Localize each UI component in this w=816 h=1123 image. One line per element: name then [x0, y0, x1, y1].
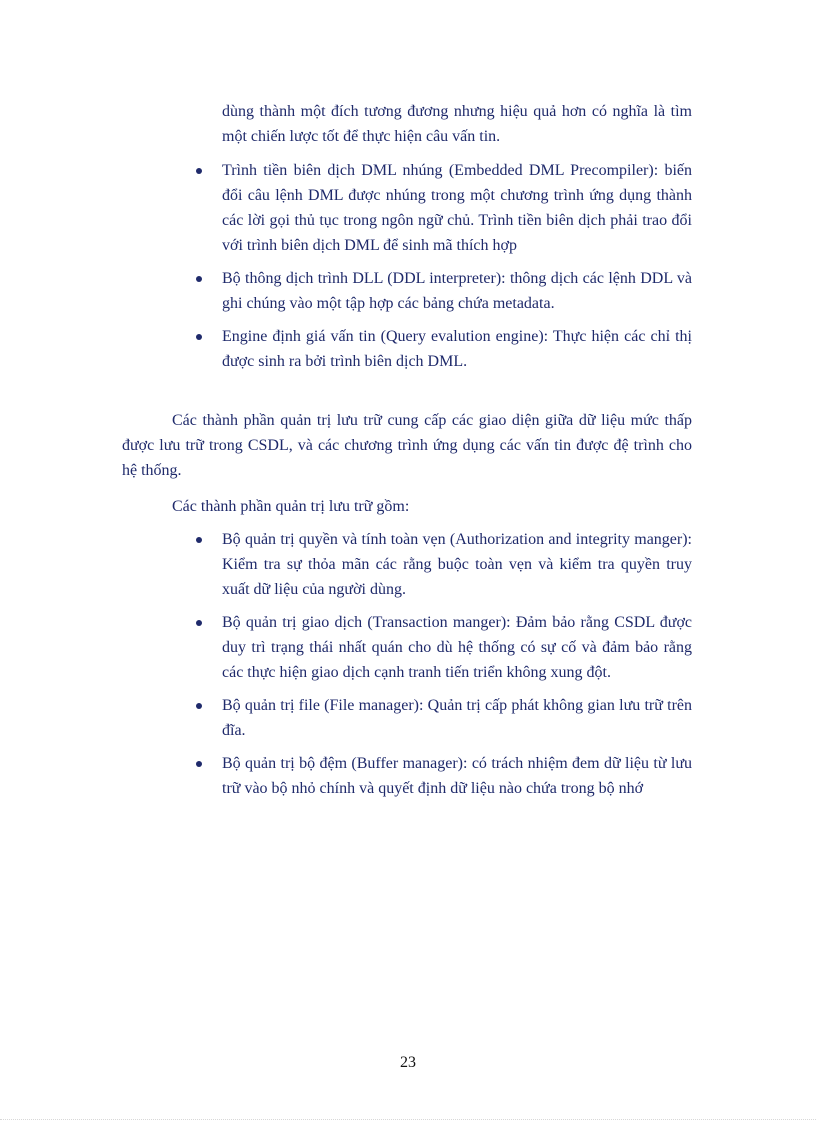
list-item-text: Bộ quản trị bộ đệm (Buffer manager): có trách nhiệm đem dữ liệu từ lưu trữ vào bộ nhỏ chính và quyết định dữ liệu nào chứa trong bộ nhớ — [222, 755, 692, 797]
bullet-icon — [196, 620, 202, 626]
continuation-text: dùng thành một đích tương đương nhưng hiệu quả hơn có nghĩa là tìm một chiến lược tốt để thực hiện câu vấn tin. — [222, 103, 692, 145]
bullet-icon — [196, 761, 202, 767]
dml-components-list — [222, 158, 692, 382]
list-item — [222, 324, 692, 374]
bullet-icon — [196, 703, 202, 709]
list-item — [222, 158, 692, 258]
page-bottom-divider — [0, 1119, 816, 1120]
list-item — [222, 693, 692, 743]
list-item-text: Bộ quản trị file (File manager): Quản trị cấp phát không gian lưu trữ trên đĩa. — [222, 697, 692, 739]
storage-components-list — [222, 527, 692, 809]
list-item — [222, 266, 692, 316]
list-item-text: Engine định giá vấn tin (Query evalution engine): Thực hiện các chỉ thị được sinh ra bởi trình biên dịch DML. — [222, 328, 692, 370]
list-item — [222, 527, 692, 602]
list-item — [222, 751, 692, 801]
list-item-text: Bộ quản trị quyền và tính toàn vẹn (Authorization and integrity manger): Kiểm tra sự thỏa mãn các rằng buộc toàn vẹn và kiểm tra quyền truy xuất dữ liệu của người dùng. — [222, 531, 692, 598]
storage-intro-paragraph: Các thành phần quản trị lưu trữ cung cấp các giao diện giữa dữ liệu mức thấp được lưu trữ trong CSDL, và các chương trình ứng dụng các vấn tin được đệ trình cho hệ thống. — [122, 412, 692, 479]
bullet-icon — [196, 168, 202, 174]
list-item-text: Trình tiền biên dịch DML nhúng (Embedded DML Precompiler): biến đổi câu lệnh DML được nhúng trong một chương trình ứng dụng thành các lời gọi thủ tục trong ngôn ngữ chủ. Trình tiền biên dịch phải trao đổi với trình biên dịch DML để sinh mã thích hợp — [222, 162, 692, 254]
storage-components-heading: Các thành phần quản trị lưu trữ gồm: — [172, 498, 410, 515]
bullet-icon — [196, 537, 202, 543]
bullet-icon — [196, 334, 202, 340]
page-number: 23 — [400, 1054, 416, 1071]
list-item-text: Bộ thông dịch trình DLL (DDL interpreter): thông dịch các lệnh DDL và ghi chúng vào một tập hợp các bảng chứa metadata. — [222, 270, 692, 312]
bullet-icon — [196, 276, 202, 282]
list-item-text: Bộ quản trị giao dịch (Transaction manger): Đảm bảo rằng CSDL được duy trì trạng thái nhất quán cho dù hệ thống có sự cố và đảm bảo rằng các thực hiện giao dịch cạnh tranh tiến triển không xung đột. — [222, 614, 692, 681]
list-item — [222, 610, 692, 685]
